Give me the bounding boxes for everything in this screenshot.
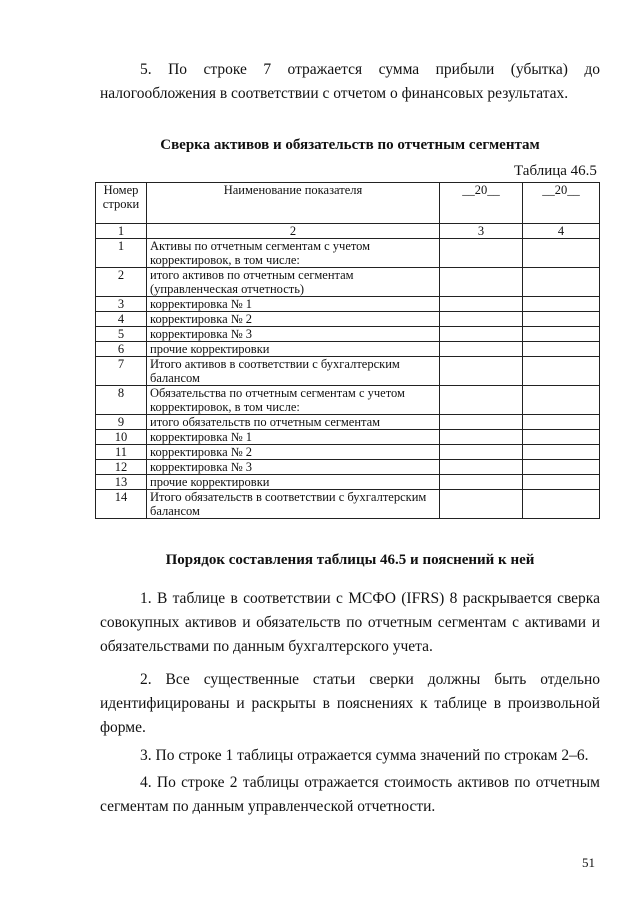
para-4-line-1: 4. По строке 2 таблицы отражается стоимость активов по отчетным bbox=[140, 774, 600, 791]
para-2-line-1: 2. Все существенные статьи сверки должны быть отдельно bbox=[140, 671, 600, 688]
row-number: 2 bbox=[96, 268, 147, 297]
table-row bbox=[96, 342, 600, 357]
row-number: 4 bbox=[96, 312, 147, 327]
row-number: 8 bbox=[96, 386, 147, 415]
row-name: итого активов по отчетным сегментам (управленческая отчетность) bbox=[147, 268, 440, 297]
value-cell bbox=[523, 445, 600, 460]
table-row bbox=[96, 475, 600, 490]
table-row bbox=[96, 327, 600, 342]
table-row bbox=[96, 386, 600, 415]
para-1-line-1: 1. В таблице в соответствии с МСФО (IFRS) 8 раскрывается сверка bbox=[140, 590, 600, 607]
row-number: 5 bbox=[96, 327, 147, 342]
para-2-line-2: идентифицированы и раскрыты в пояснениях к таблице в произвольной bbox=[100, 695, 600, 712]
row-name: корректировка № 3 bbox=[147, 460, 440, 475]
value-cell bbox=[523, 475, 600, 490]
value-cell bbox=[440, 327, 523, 342]
index-cell: 3 bbox=[440, 224, 523, 239]
value-cell bbox=[440, 430, 523, 445]
row-number: 3 bbox=[96, 297, 147, 312]
value-cell bbox=[440, 490, 523, 519]
value-cell bbox=[440, 445, 523, 460]
para-2-line-3: форме. bbox=[100, 719, 146, 736]
row-number: 10 bbox=[96, 430, 147, 445]
table-row bbox=[96, 490, 600, 519]
value-cell bbox=[440, 357, 523, 386]
table-row bbox=[96, 430, 600, 445]
para-1-line-2: совокупных активов и обязательств по отчетным сегментам с активами и bbox=[100, 614, 600, 631]
table-row bbox=[96, 268, 600, 297]
para-1-line-3: обязательствами по данным бухгалтерского учета. bbox=[100, 638, 433, 655]
para-4-line-2: сегментам по данным управленческой отчетности. bbox=[100, 798, 436, 815]
row-name: корректировка № 1 bbox=[147, 430, 440, 445]
header-year-1: __20__ bbox=[440, 183, 523, 224]
row-name: прочие корректировки bbox=[147, 475, 440, 490]
header-row-number: Номер строки bbox=[96, 183, 147, 224]
value-cell bbox=[523, 386, 600, 415]
value-cell bbox=[440, 268, 523, 297]
row-number: 9 bbox=[96, 415, 147, 430]
row-name: корректировка № 2 bbox=[147, 445, 440, 460]
value-cell bbox=[523, 327, 600, 342]
row-number: 12 bbox=[96, 460, 147, 475]
table-row bbox=[96, 312, 600, 327]
table-row bbox=[96, 460, 600, 475]
row-number: 11 bbox=[96, 445, 147, 460]
row-name: Итого обязательств в соответствии с бухгалтерским балансом bbox=[147, 490, 440, 519]
table-row bbox=[96, 357, 600, 386]
value-cell bbox=[440, 460, 523, 475]
value-cell bbox=[440, 415, 523, 430]
row-number: 6 bbox=[96, 342, 147, 357]
value-cell bbox=[440, 312, 523, 327]
value-cell bbox=[523, 268, 600, 297]
reconciliation-table bbox=[95, 182, 600, 519]
value-cell bbox=[523, 312, 600, 327]
row-name: Обязательства по отчетным сегментам с учетом корректировок, в том числе: bbox=[147, 386, 440, 415]
value-cell bbox=[523, 460, 600, 475]
header-year-2: __20__ bbox=[523, 183, 600, 224]
value-cell bbox=[523, 415, 600, 430]
table-row bbox=[96, 415, 600, 430]
row-name: итого обязательств по отчетным сегментам bbox=[147, 415, 440, 430]
row-name: корректировка № 1 bbox=[147, 297, 440, 312]
value-cell bbox=[523, 239, 600, 268]
intro-line-2: налогообложения в соответствии с отчетом о финансовых результатах. bbox=[100, 85, 569, 102]
value-cell bbox=[523, 490, 600, 519]
table-row bbox=[96, 239, 600, 268]
procedure-title: Порядок составления таблицы 46.5 и пояснений к ней bbox=[165, 552, 535, 568]
value-cell bbox=[440, 297, 523, 312]
row-number: 14 bbox=[96, 490, 147, 519]
value-cell bbox=[523, 357, 600, 386]
table-label: Таблица 46.5 bbox=[514, 163, 597, 179]
value-cell bbox=[523, 342, 600, 357]
value-cell bbox=[440, 475, 523, 490]
intro-line-1: 5. По строке 7 отражается сумма прибыли (убытка) до bbox=[140, 61, 600, 78]
value-cell bbox=[440, 239, 523, 268]
row-name: прочие корректировки bbox=[147, 342, 440, 357]
index-cell: 2 bbox=[147, 224, 440, 239]
row-number: 1 bbox=[96, 239, 147, 268]
row-name: Итого активов в соответствии с бухгалтерским балансом bbox=[147, 357, 440, 386]
value-cell bbox=[440, 386, 523, 415]
section-title: Сверка активов и обязательств по отчетным сегментам bbox=[160, 137, 540, 153]
row-number: 7 bbox=[96, 357, 147, 386]
row-name: корректировка № 2 bbox=[147, 312, 440, 327]
index-cell: 4 bbox=[523, 224, 600, 239]
row-name: корректировка № 3 bbox=[147, 327, 440, 342]
index-cell: 1 bbox=[96, 224, 147, 239]
table-row bbox=[96, 297, 600, 312]
value-cell bbox=[440, 342, 523, 357]
value-cell bbox=[523, 430, 600, 445]
page-number: 51 bbox=[582, 855, 595, 870]
row-name: Активы по отчетным сегментам с учетом корректировок, в том числе: bbox=[147, 239, 440, 268]
value-cell bbox=[523, 297, 600, 312]
row-number: 13 bbox=[96, 475, 147, 490]
table-row bbox=[96, 445, 600, 460]
header-indicator-name: Наименование показателя bbox=[147, 183, 440, 224]
para-3: 3. По строке 1 таблицы отражается сумма значений по строкам 2–6. bbox=[140, 747, 589, 764]
